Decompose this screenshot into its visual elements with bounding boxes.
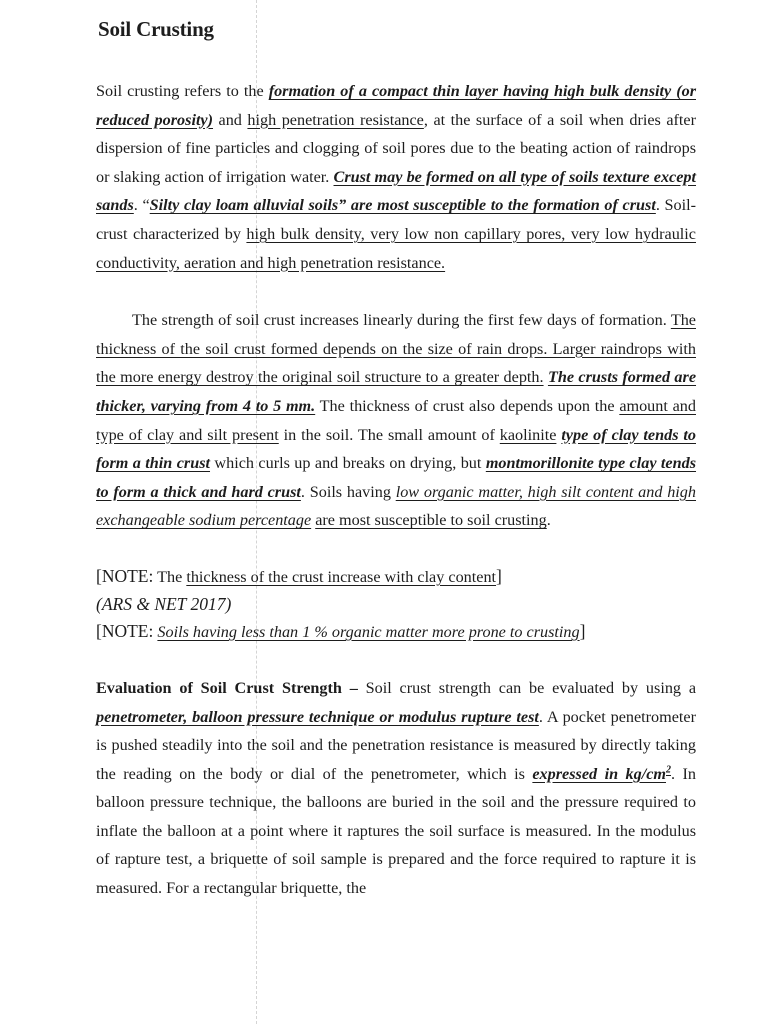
note-label: [NOTE: bbox=[96, 565, 154, 586]
text-run: The strength of soil crust increases linearly during the first few days of formation. bbox=[132, 311, 671, 330]
superscript: 2 bbox=[666, 764, 671, 776]
text-run: . Soil-crust characterized by bbox=[96, 196, 697, 243]
note-source: (ARS & NET 2017) bbox=[96, 593, 232, 614]
text-run: . bbox=[546, 511, 551, 530]
section-heading: Evaluation of Soil Crust Strength – bbox=[96, 678, 358, 697]
text-run: in the soil. The small amount of bbox=[278, 425, 500, 444]
text-run: The bbox=[153, 567, 187, 586]
emphasis-run: formation of a compact thin layer having high bulk density (or reduced porosity) bbox=[96, 82, 696, 129]
text-run: . Soils having bbox=[300, 482, 396, 501]
text-run: and bbox=[213, 110, 248, 129]
underlined-run: amount and type of clay and silt present bbox=[96, 396, 696, 444]
emphasis-run: The crusts formed are thicker, varying from 4 to 5 mm. bbox=[96, 368, 697, 415]
note-bracket: ] bbox=[579, 620, 586, 641]
text-run: The thickness of crust also depends upon the bbox=[315, 396, 620, 415]
emphasis-run: Silty clay loam alluvial soils” are most susceptible to the formation of crust bbox=[149, 196, 656, 215]
text-run: . A pocket penetrometer is pushed steadily into the soil and the penetration resistance is measured by directly taking the reading on the body or dial of the penetrometer, which is bbox=[96, 707, 696, 783]
paragraph-evaluation bbox=[96, 674, 696, 903]
text-run: . “ bbox=[133, 196, 150, 215]
emphasis-run: montmorillonite type clay tends to form a thick and hard crust bbox=[96, 454, 697, 501]
emphasis-run: type of clay tends to form a thin crust bbox=[96, 425, 696, 473]
emphasis-run: expressed in kg/cm bbox=[532, 764, 666, 783]
text-run: . In balloon pressure technique, the balloons are buried in the soil and the pressure required to inflate the balloon at a point where it raptures the soil surface is measured. In the modulus of rapture test, a briquette of soil sample is prepared and the force required to rapture it is measured. For a rectangular briquette, the bbox=[96, 764, 696, 898]
note-label: [NOTE: bbox=[96, 620, 154, 641]
underlined-run: kaolinite bbox=[499, 425, 557, 444]
document-page bbox=[96, 14, 696, 903]
text-run: , at the surface of a soil when dries after dispersion of fine particles and clogging of soil pores due to the beating action of raindrops or slaking action of irrigation water. bbox=[96, 110, 696, 186]
note-bracket: ] bbox=[496, 565, 502, 586]
underlined-run: are most susceptible to soil crusting bbox=[315, 511, 547, 530]
notes-block bbox=[96, 563, 696, 646]
text-run: Soil crust strength can be evaluated by using a bbox=[357, 678, 697, 697]
italic-underlined-run: Soils having less than 1 % organic matter more prone to crusting bbox=[157, 622, 580, 641]
paragraph-crust-strength bbox=[96, 306, 696, 535]
underlined-run: high bulk density, very low non capillary pores, very low hydraulic conductivity, aeration and high penetration resistance. bbox=[96, 224, 696, 272]
note-organic-matter bbox=[96, 618, 696, 646]
underlined-run: The thickness of the soil crust formed depends on the size of rain drops. Larger raindrops with the more energy destroy the original soil structure to a greater depth. bbox=[96, 311, 696, 387]
emphasis-run: Crust may be formed on all type of soils texture except sands bbox=[96, 167, 697, 215]
italic-underlined-run: low organic matter, high silt content and high exchangeable sodium percentage bbox=[96, 482, 696, 530]
text-run: Soil crusting refers to the bbox=[96, 82, 269, 100]
paragraph-definition bbox=[96, 77, 696, 277]
emphasis-run: penetrometer, balloon pressure technique or modulus rupture test bbox=[96, 707, 539, 726]
text-run: which curls up and breaks on drying, but bbox=[210, 454, 486, 473]
underlined-run: high penetration resistance bbox=[247, 110, 424, 129]
note-clay-content bbox=[96, 563, 696, 591]
underlined-run: thickness of the crust increase with clay content bbox=[186, 567, 497, 586]
page-title: Soil Crusting bbox=[98, 17, 214, 41]
